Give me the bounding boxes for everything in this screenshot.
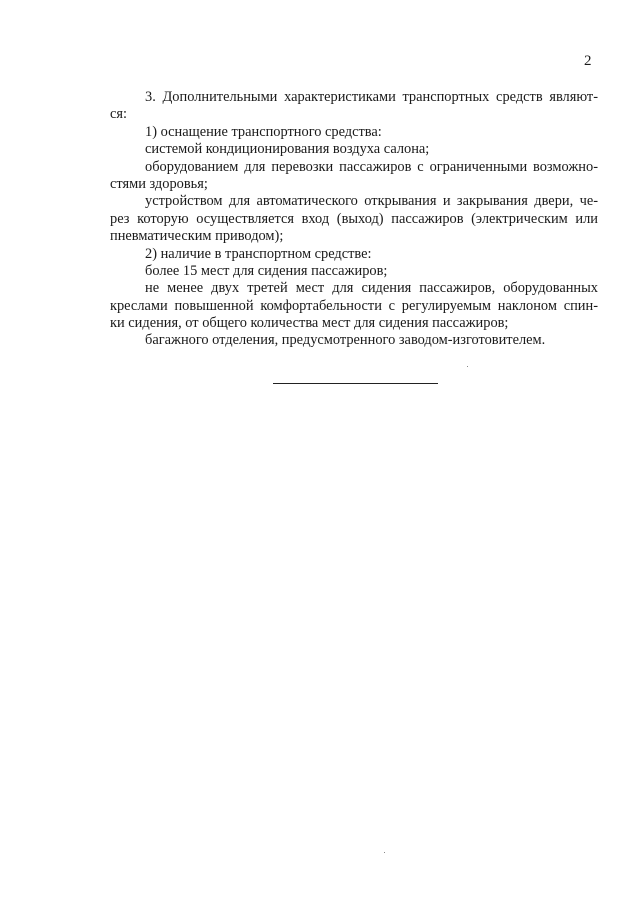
- paragraph-line: рез которую осуществляется вход (выход) пассажиров (электрическим или: [110, 210, 598, 227]
- paragraph-line: стями здоровья;: [110, 175, 208, 192]
- paragraph-line: устройством для автоматического открывания и закрывания двери, че-: [145, 193, 598, 210]
- document-body: [110, 89, 598, 350]
- paragraph-line: более 15 мест для сидения пассажиров;: [145, 262, 388, 279]
- closing-rule: [273, 383, 438, 384]
- paragraph-line: оборудованием для перевозки пассажиров с ограниченными возможно-: [145, 158, 598, 175]
- scan-speck: [467, 366, 468, 367]
- paragraph-line: 3. Дополнительными характеристиками транспортных средств являют-: [145, 89, 598, 105]
- paragraph-line: не менее двух третей мест для сидения пассажиров, оборудованных: [145, 280, 598, 297]
- scan-speck: [384, 852, 385, 853]
- paragraph-line: системой кондиционирования воздуха салона;: [145, 141, 430, 158]
- paragraph-line: ся:: [110, 106, 128, 123]
- page-number: 2: [584, 53, 592, 69]
- paragraph-line: 1) оснащение транспортного средства:: [145, 123, 382, 140]
- paragraph-line: 2) наличие в транспортном средстве:: [145, 245, 372, 262]
- paragraph-line: креслами повышенной комфортабельности с регулируемым наклоном спин-: [110, 297, 598, 314]
- paragraph-line: ки сидения, от общего количества мест для сидения пассажиров;: [110, 315, 509, 332]
- paragraph-line: багажного отделения, предусмотренного заводом-изготовителем.: [145, 332, 546, 349]
- paragraph-line: пневматическим приводом);: [110, 228, 284, 245]
